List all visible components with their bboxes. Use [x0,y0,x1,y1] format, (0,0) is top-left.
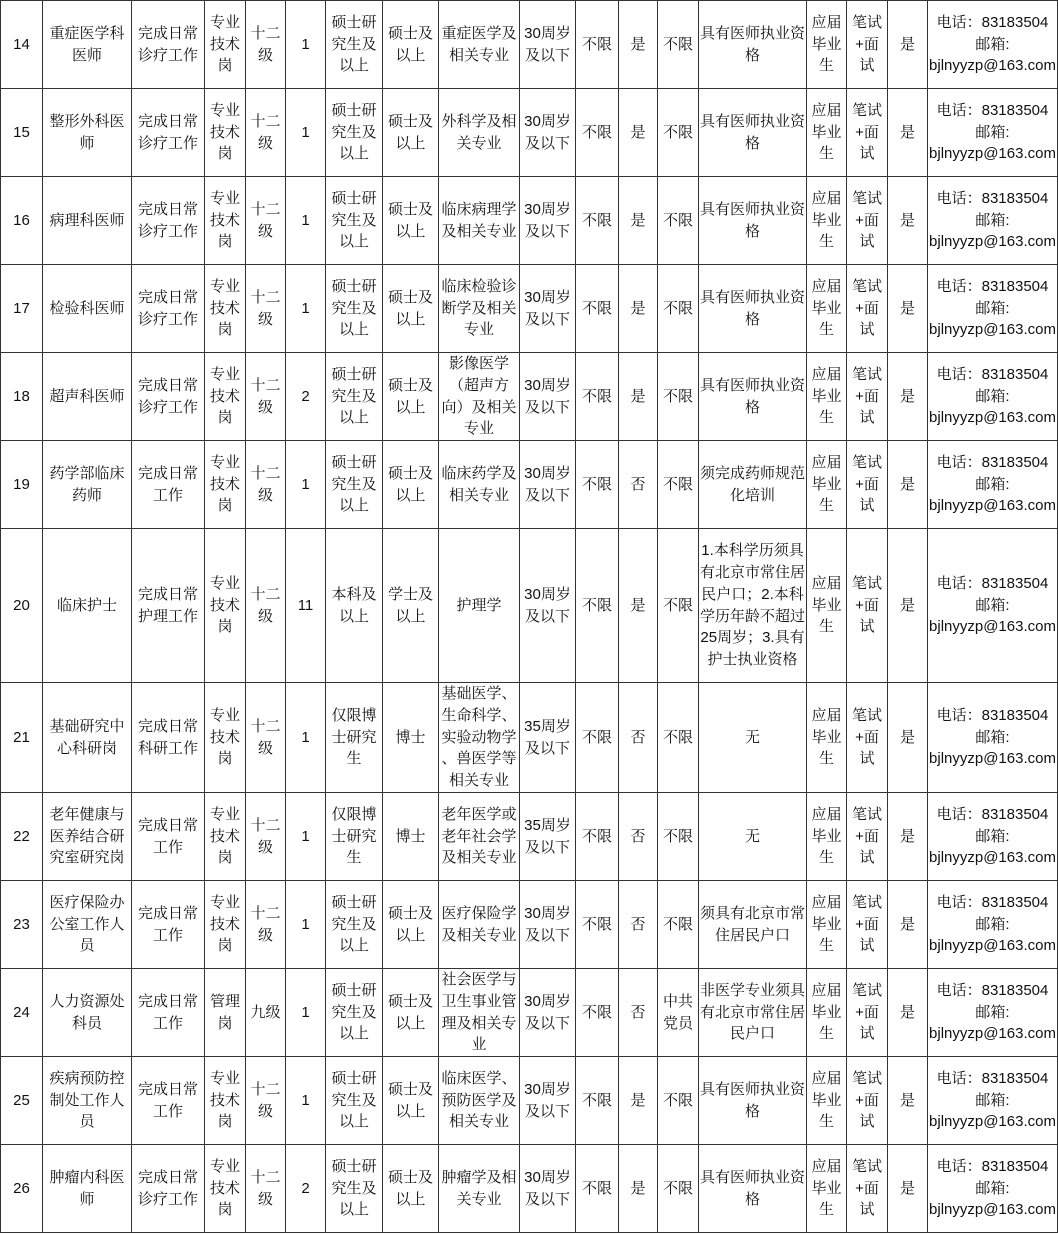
contact-phone: 电话：83183504 [936,101,1049,119]
cell-yes-no-b: 是 [888,89,928,177]
cell-job-description: 完成日常护理工作 [132,529,205,683]
cell-exam-method: 笔试+面试 [847,265,888,353]
cell-contact [928,441,1058,529]
cell-headcount: 1 [286,1057,326,1145]
cell-headcount: 2 [286,353,326,441]
cell-job-description: 完成日常诊疗工作 [132,265,205,353]
cell-other-requirements: 1.本科学历须具有北京市常住居民户口；2.本科学历年龄不超过25周岁；3.具有护士执业资格 [699,529,807,683]
table-row [1,529,1058,683]
cell-job-description: 完成日常工作 [132,1057,205,1145]
cell-applicant-type: 应届毕业生 [807,177,847,265]
contact-email-label: 邮箱: [975,1179,1010,1197]
contact-phone: 电话：83183504 [936,893,1049,911]
cell-applicant-type: 应届毕业生 [807,683,847,793]
contact-email: bjlnyyzp@163.com [929,1113,1056,1131]
cell-headcount: 11 [286,529,326,683]
table-row [1,969,1058,1057]
cell-applicant-type: 应届毕业生 [807,89,847,177]
contact-phone: 电话：83183504 [936,453,1049,471]
cell-major: 影像医学（超声方向）及相关专业 [439,353,520,441]
cell-yes-no-b: 是 [888,1,928,89]
cell-other-requirements: 具有医师执业资格 [699,353,807,441]
cell-yes-no-a: 是 [619,529,658,683]
cell-exam-method: 笔试+面试 [847,177,888,265]
cell-education: 本科及以上 [326,529,383,683]
cell-headcount: 1 [286,793,326,881]
cell-education: 硕士研究生及以上 [326,969,383,1057]
cell-other-requirements: 非医学专业须具有北京市常住居民户口 [699,969,807,1057]
contact-email-label: 邮箱: [975,728,1010,746]
contact-phone: 电话：83183504 [936,365,1049,383]
contact-email-label: 邮箱: [975,35,1010,53]
cell-degree: 硕士及以上 [383,881,439,969]
cell-degree: 学士及以上 [383,529,439,683]
table-row [1,683,1058,793]
cell-contact [928,89,1058,177]
cell-age-limit: 30周岁及以下 [520,881,576,969]
cell-political-status: 不限 [658,881,699,969]
cell-applicant-type: 应届毕业生 [807,441,847,529]
cell-political-status: 不限 [658,793,699,881]
cell-position-category: 专业技术岗 [205,1145,246,1233]
cell-applicant-type: 应届毕业生 [807,1057,847,1145]
table-row [1,177,1058,265]
cell-grade-level: 十二级 [246,353,286,441]
cell-political-status: 不限 [658,1145,699,1233]
cell-job-description: 完成日常工作 [132,881,205,969]
cell-position-name: 基础研究中心科研岗 [43,683,132,793]
cell-degree: 硕士及以上 [383,89,439,177]
table-row [1,1145,1058,1233]
cell-position-name: 临床护士 [43,529,132,683]
cell-yes-no-a: 是 [619,265,658,353]
cell-position-category: 专业技术岗 [205,683,246,793]
contact-phone: 电话：83183504 [936,189,1049,207]
cell-major: 临床病理学及相关专业 [439,177,520,265]
cell-requirement-a: 不限 [576,969,619,1057]
cell-yes-no-a: 是 [619,89,658,177]
cell-requirement-a: 不限 [576,1,619,89]
contact-email-label: 邮箱: [975,123,1010,141]
cell-major: 医疗保险学及相关专业 [439,881,520,969]
cell-headcount: 1 [286,969,326,1057]
contact-email-label: 邮箱: [975,475,1010,493]
cell-serial-number: 26 [1,1145,43,1233]
cell-headcount: 1 [286,881,326,969]
cell-exam-method: 笔试+面试 [847,1057,888,1145]
cell-contact [928,683,1058,793]
cell-degree: 硕士及以上 [383,1145,439,1233]
cell-yes-no-b: 是 [888,969,928,1057]
cell-requirement-a: 不限 [576,683,619,793]
cell-applicant-type: 应届毕业生 [807,353,847,441]
cell-yes-no-b: 是 [888,683,928,793]
cell-requirement-a: 不限 [576,1145,619,1233]
cell-serial-number: 19 [1,441,43,529]
cell-other-requirements: 无 [699,683,807,793]
cell-job-description: 完成日常工作 [132,969,205,1057]
cell-job-description: 完成日常诊疗工作 [132,1145,205,1233]
cell-requirement-a: 不限 [576,1057,619,1145]
cell-education: 硕士研究生及以上 [326,89,383,177]
cell-job-description: 完成日常诊疗工作 [132,353,205,441]
cell-degree: 硕士及以上 [383,177,439,265]
cell-exam-method: 笔试+面试 [847,353,888,441]
cell-major: 临床检验诊断学及相关专业 [439,265,520,353]
contact-email-label: 邮箱: [975,387,1010,405]
cell-age-limit: 30周岁及以下 [520,441,576,529]
cell-age-limit: 30周岁及以下 [520,969,576,1057]
cell-major: 重症医学及相关专业 [439,1,520,89]
cell-job-description: 完成日常诊疗工作 [132,89,205,177]
cell-other-requirements: 具有医师执业资格 [699,177,807,265]
cell-headcount: 1 [286,265,326,353]
cell-degree: 硕士及以上 [383,969,439,1057]
cell-major: 临床医学、预防医学及相关专业 [439,1057,520,1145]
cell-age-limit: 35周岁及以下 [520,683,576,793]
cell-position-category: 专业技术岗 [205,881,246,969]
cell-applicant-type: 应届毕业生 [807,793,847,881]
cell-headcount: 1 [286,89,326,177]
cell-serial-number: 18 [1,353,43,441]
cell-yes-no-b: 是 [888,1145,928,1233]
cell-serial-number: 15 [1,89,43,177]
cell-position-name: 病理科医师 [43,177,132,265]
cell-degree: 硕士及以上 [383,353,439,441]
cell-major: 肿瘤学及相关专业 [439,1145,520,1233]
cell-applicant-type: 应届毕业生 [807,529,847,683]
contact-phone: 电话：83183504 [936,277,1049,295]
cell-yes-no-b: 是 [888,441,928,529]
cell-political-status: 不限 [658,1057,699,1145]
cell-contact [928,265,1058,353]
cell-political-status: 不限 [658,177,699,265]
cell-requirement-a: 不限 [576,881,619,969]
table-row [1,441,1058,529]
cell-other-requirements: 具有医师执业资格 [699,89,807,177]
cell-education: 仅限博士研究生 [326,683,383,793]
cell-contact [928,177,1058,265]
cell-grade-level: 十二级 [246,89,286,177]
contact-email: bjlnyyzp@163.com [929,849,1056,867]
cell-position-category: 专业技术岗 [205,793,246,881]
table-row [1,793,1058,881]
contact-phone: 电话：83183504 [936,706,1049,724]
cell-position-category: 专业技术岗 [205,529,246,683]
cell-grade-level: 十二级 [246,1057,286,1145]
cell-headcount: 2 [286,1145,326,1233]
cell-education: 硕士研究生及以上 [326,1,383,89]
cell-position-category: 专业技术岗 [205,89,246,177]
contact-email: bjlnyyzp@163.com [929,145,1056,163]
cell-headcount: 1 [286,1,326,89]
cell-position-category: 专业技术岗 [205,441,246,529]
cell-position-name: 人力资源处科员 [43,969,132,1057]
cell-political-status: 不限 [658,89,699,177]
cell-yes-no-a: 否 [619,441,658,529]
contact-email: bjlnyyzp@163.com [929,618,1056,636]
table-body [1,1,1058,1233]
cell-requirement-a: 不限 [576,353,619,441]
cell-grade-level: 十二级 [246,177,286,265]
cell-serial-number: 23 [1,881,43,969]
table-row [1,353,1058,441]
cell-degree: 博士 [383,793,439,881]
cell-yes-no-b: 是 [888,529,928,683]
cell-position-name: 医疗保险办公室工作人员 [43,881,132,969]
cell-yes-no-a: 否 [619,683,658,793]
table-row [1,89,1058,177]
cell-job-description: 完成日常诊疗工作 [132,177,205,265]
cell-position-name: 重症医学科医师 [43,1,132,89]
cell-serial-number: 22 [1,793,43,881]
contact-email-label: 邮箱: [975,299,1010,317]
cell-political-status: 不限 [658,265,699,353]
cell-applicant-type: 应届毕业生 [807,969,847,1057]
cell-serial-number: 24 [1,969,43,1057]
contact-email: bjlnyyzp@163.com [929,409,1056,427]
contact-email-label: 邮箱: [975,827,1010,845]
cell-exam-method: 笔试+面试 [847,1,888,89]
cell-yes-no-a: 是 [619,177,658,265]
cell-other-requirements: 具有医师执业资格 [699,1,807,89]
cell-exam-method: 笔试+面试 [847,529,888,683]
cell-grade-level: 十二级 [246,793,286,881]
cell-requirement-a: 不限 [576,265,619,353]
cell-yes-no-b: 是 [888,881,928,969]
cell-serial-number: 16 [1,177,43,265]
cell-age-limit: 30周岁及以下 [520,1,576,89]
cell-contact [928,1,1058,89]
cell-exam-method: 笔试+面试 [847,969,888,1057]
cell-exam-method: 笔试+面试 [847,441,888,529]
cell-education: 硕士研究生及以上 [326,1145,383,1233]
cell-job-description: 完成日常工作 [132,441,205,529]
cell-degree: 硕士及以上 [383,1,439,89]
cell-position-category: 专业技术岗 [205,265,246,353]
cell-contact [928,793,1058,881]
contact-email-label: 邮箱: [975,596,1010,614]
cell-applicant-type: 应届毕业生 [807,881,847,969]
cell-headcount: 1 [286,441,326,529]
cell-job-description: 完成日常科研工作 [132,683,205,793]
cell-other-requirements: 须具有北京市常住居民户口 [699,881,807,969]
cell-grade-level: 十二级 [246,1,286,89]
cell-position-name: 老年健康与医养结合研究室研究岗 [43,793,132,881]
cell-requirement-a: 不限 [576,89,619,177]
cell-grade-level: 十二级 [246,265,286,353]
cell-other-requirements: 须完成药师规范化培训 [699,441,807,529]
cell-age-limit: 30周岁及以下 [520,529,576,683]
contact-phone: 电话：83183504 [936,1157,1049,1175]
cell-age-limit: 30周岁及以下 [520,353,576,441]
cell-yes-no-b: 是 [888,177,928,265]
cell-serial-number: 14 [1,1,43,89]
contact-email: bjlnyyzp@163.com [929,57,1056,75]
cell-major: 临床药学及相关专业 [439,441,520,529]
cell-requirement-a: 不限 [576,793,619,881]
cell-position-name: 整形外科医师 [43,89,132,177]
cell-position-category: 专业技术岗 [205,353,246,441]
contact-email-label: 邮箱: [975,1091,1010,1109]
cell-grade-level: 十二级 [246,683,286,793]
cell-age-limit: 30周岁及以下 [520,1145,576,1233]
cell-position-name: 超声科医师 [43,353,132,441]
cell-job-description: 完成日常诊疗工作 [132,1,205,89]
cell-applicant-type: 应届毕业生 [807,1,847,89]
cell-headcount: 1 [286,683,326,793]
cell-education: 硕士研究生及以上 [326,177,383,265]
cell-position-name: 疾病预防控制处工作人员 [43,1057,132,1145]
cell-yes-no-a: 是 [619,1145,658,1233]
cell-other-requirements: 具有医师执业资格 [699,265,807,353]
cell-yes-no-a: 否 [619,881,658,969]
cell-major: 基础医学、生命科学、实验动物学、兽医学等相关专业 [439,683,520,793]
cell-education: 仅限博士研究生 [326,793,383,881]
contact-email: bjlnyyzp@163.com [929,233,1056,251]
cell-degree: 硕士及以上 [383,265,439,353]
cell-grade-level: 十二级 [246,441,286,529]
cell-age-limit: 30周岁及以下 [520,265,576,353]
cell-serial-number: 21 [1,683,43,793]
cell-contact [928,881,1058,969]
cell-exam-method: 笔试+面试 [847,683,888,793]
contact-email-label: 邮箱: [975,1003,1010,1021]
contact-email: bjlnyyzp@163.com [929,937,1056,955]
cell-job-description: 完成日常工作 [132,793,205,881]
cell-age-limit: 30周岁及以下 [520,1057,576,1145]
contact-email: bjlnyyzp@163.com [929,497,1056,515]
table-row [1,265,1058,353]
table-row [1,881,1058,969]
cell-age-limit: 30周岁及以下 [520,89,576,177]
cell-age-limit: 35周岁及以下 [520,793,576,881]
cell-position-name: 药学部临床药师 [43,441,132,529]
cell-yes-no-b: 是 [888,265,928,353]
cell-headcount: 1 [286,177,326,265]
cell-political-status: 不限 [658,529,699,683]
cell-yes-no-b: 是 [888,1057,928,1145]
cell-education: 硕士研究生及以上 [326,265,383,353]
cell-political-status: 不限 [658,353,699,441]
contact-email: bjlnyyzp@163.com [929,1025,1056,1043]
cell-education: 硕士研究生及以上 [326,881,383,969]
cell-contact [928,969,1058,1057]
cell-education: 硕士研究生及以上 [326,353,383,441]
cell-grade-level: 十二级 [246,1145,286,1233]
cell-requirement-a: 不限 [576,529,619,683]
cell-serial-number: 25 [1,1057,43,1145]
contact-email-label: 邮箱: [975,211,1010,229]
cell-contact [928,1057,1058,1145]
cell-grade-level: 十二级 [246,881,286,969]
cell-other-requirements: 具有医师执业资格 [699,1145,807,1233]
contact-phone: 电话：83183504 [936,1069,1049,1087]
cell-yes-no-a: 是 [619,1057,658,1145]
cell-yes-no-a: 是 [619,1,658,89]
cell-degree: 硕士及以上 [383,441,439,529]
cell-degree: 硕士及以上 [383,1057,439,1145]
cell-major: 护理学 [439,529,520,683]
cell-position-category: 专业技术岗 [205,1,246,89]
cell-political-status: 中共党员 [658,969,699,1057]
contact-email: bjlnyyzp@163.com [929,1201,1056,1219]
cell-major: 社会医学与卫生事业管理及相关专业 [439,969,520,1057]
cell-requirement-a: 不限 [576,441,619,529]
cell-other-requirements: 具有医师执业资格 [699,1057,807,1145]
cell-education: 硕士研究生及以上 [326,441,383,529]
cell-position-name: 肿瘤内科医师 [43,1145,132,1233]
cell-major: 外科学及相关专业 [439,89,520,177]
contact-phone: 电话：83183504 [936,981,1049,999]
cell-grade-level: 九级 [246,969,286,1057]
cell-major: 老年医学或老年社会学及相关专业 [439,793,520,881]
cell-serial-number: 17 [1,265,43,353]
cell-position-category: 专业技术岗 [205,177,246,265]
cell-position-category: 管理岗 [205,969,246,1057]
cell-serial-number: 20 [1,529,43,683]
cell-yes-no-a: 否 [619,793,658,881]
cell-exam-method: 笔试+面试 [847,881,888,969]
contact-email-label: 邮箱: [975,915,1010,933]
cell-political-status: 不限 [658,1,699,89]
table-row [1,1057,1058,1145]
contact-phone: 电话：83183504 [936,805,1049,823]
cell-other-requirements: 无 [699,793,807,881]
cell-political-status: 不限 [658,441,699,529]
contact-email: bjlnyyzp@163.com [929,750,1056,768]
cell-political-status: 不限 [658,683,699,793]
cell-age-limit: 30周岁及以下 [520,177,576,265]
cell-contact [928,529,1058,683]
cell-yes-no-b: 是 [888,353,928,441]
cell-applicant-type: 应届毕业生 [807,265,847,353]
cell-position-name: 检验科医师 [43,265,132,353]
cell-position-category: 专业技术岗 [205,1057,246,1145]
cell-contact [928,353,1058,441]
contact-phone: 电话：83183504 [936,13,1049,31]
cell-yes-no-a: 是 [619,353,658,441]
cell-contact [928,1145,1058,1233]
cell-degree: 博士 [383,683,439,793]
cell-applicant-type: 应届毕业生 [807,1145,847,1233]
cell-yes-no-a: 否 [619,969,658,1057]
table-row [1,1,1058,89]
cell-yes-no-b: 是 [888,793,928,881]
cell-exam-method: 笔试+面试 [847,793,888,881]
cell-requirement-a: 不限 [576,177,619,265]
cell-exam-method: 笔试+面试 [847,1145,888,1233]
cell-grade-level: 十二级 [246,529,286,683]
cell-exam-method: 笔试+面试 [847,89,888,177]
contact-phone: 电话：83183504 [936,574,1049,592]
cell-education: 硕士研究生及以上 [326,1057,383,1145]
contact-email: bjlnyyzp@163.com [929,321,1056,339]
